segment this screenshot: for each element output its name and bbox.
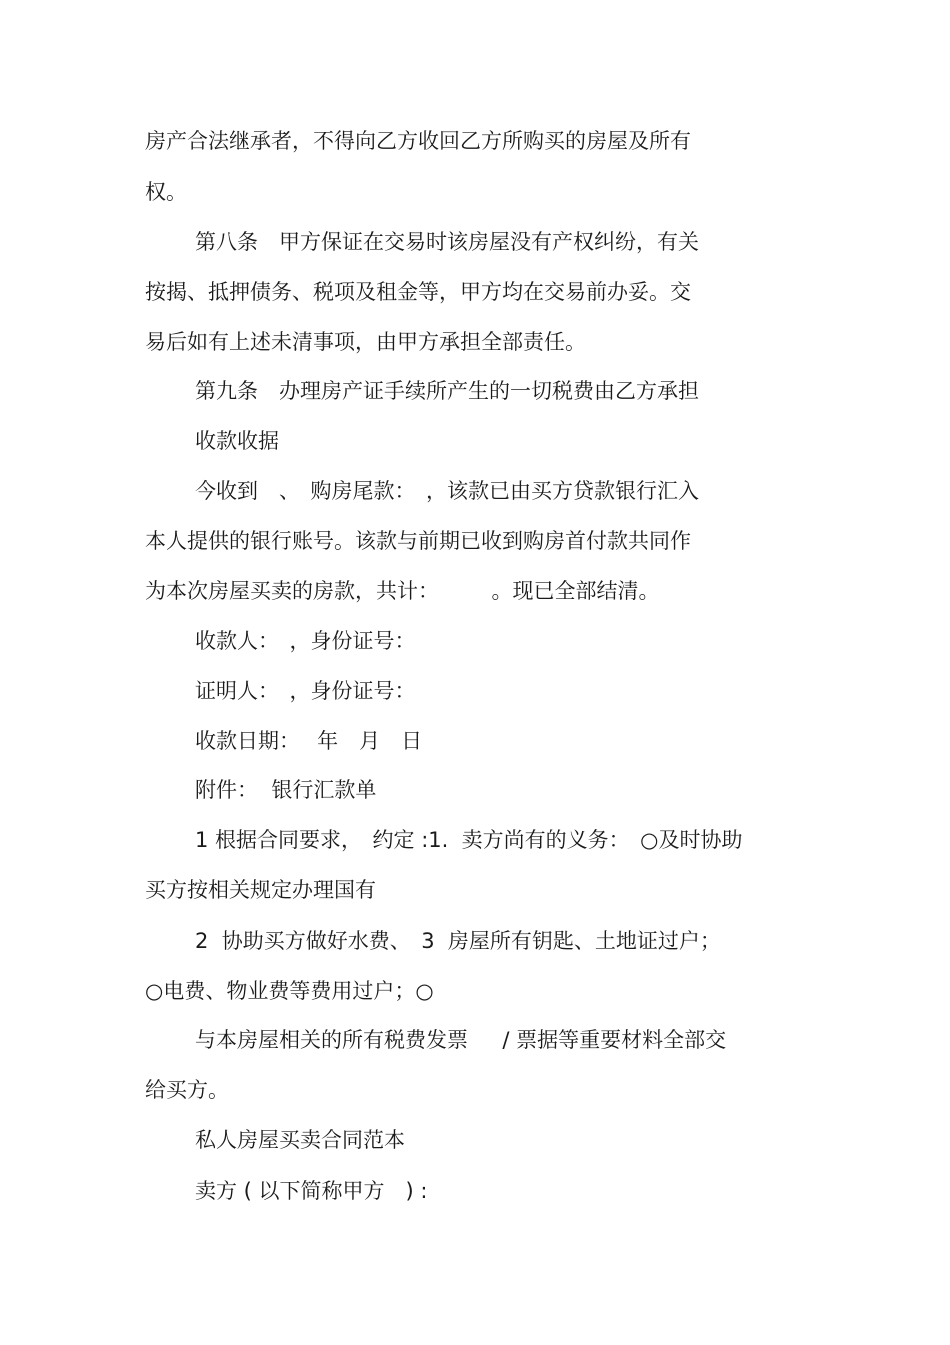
text-line: 买方按相关规定办理国有 bbox=[145, 878, 376, 902]
text-line: 为本次房屋买卖的房款，共计： 。现已全部结清。 bbox=[145, 579, 660, 603]
text-line: 按揭、抵押债务、税项及租金等，甲方均在交易前办妥。交 bbox=[145, 280, 691, 304]
text-line: 房产合法继承者，不得向乙方收回乙方所购买的房屋及所有 bbox=[145, 129, 691, 153]
text-line: 1 根据合同要求， 约定 :1. 卖方尚有的义务： ○及时协助 bbox=[195, 828, 743, 852]
receipt-date-line: 收款日期： 年 月 日 bbox=[195, 729, 423, 753]
article-8-line: 第八条 甲方保证在交易时该房屋没有产权纠纷，有关 bbox=[195, 230, 699, 254]
payee-line: 收款人： ，身份证号： bbox=[195, 629, 416, 653]
text-line: 与本房屋相关的所有税费发票 / 票据等重要材料全部交 bbox=[195, 1028, 727, 1052]
witness-line: 证明人： ，身份证号： bbox=[195, 679, 416, 703]
text-line: 给买方。 bbox=[145, 1078, 229, 1102]
text-line: ○电费、物业费等费用过户；○ bbox=[145, 979, 434, 1003]
contract-title-line: 私人房屋买卖合同范本 bbox=[195, 1128, 405, 1152]
text-line: 今收到 、 购房尾款： ，该款已由买方贷款银行汇入 bbox=[195, 479, 699, 503]
attachment-line: 附件： 银行汇款单 bbox=[195, 778, 377, 802]
text-line: 2 协助买方做好水费、 3 房屋所有钥匙、土地证过户； bbox=[195, 929, 721, 953]
article-9-line: 第九条 办理房产证手续所产生的一切税费由乙方承担 bbox=[195, 379, 699, 403]
text-line: 易后如有上述未清事项，由甲方承担全部责任。 bbox=[145, 330, 586, 354]
receipt-heading: 收款收据 bbox=[195, 429, 279, 453]
seller-line: 卖方 ( 以下简称甲方 ) : bbox=[195, 1179, 428, 1203]
text-line: 权。 bbox=[145, 180, 187, 204]
text-line: 本人提供的银行账号。该款与前期已收到购房首付款共同作 bbox=[145, 529, 691, 553]
